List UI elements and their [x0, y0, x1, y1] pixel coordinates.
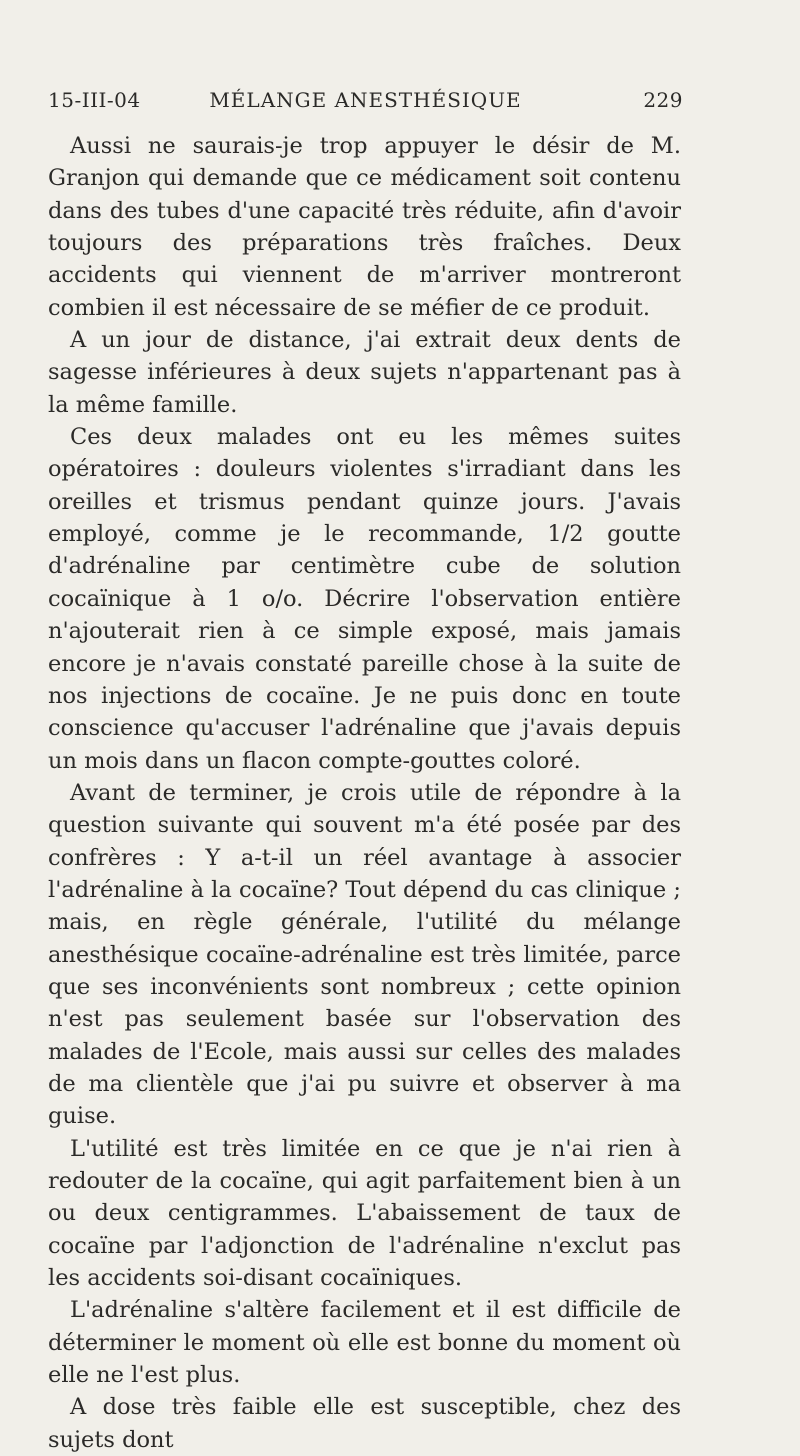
paragraph: Avant de terminer, je crois utile de répondre à la question suivante qui souvent m'a été posée par des confrères : Y a-t-il un réel avantage à associer l'adrénaline à la cocaïne? Tout dépend du cas clinique ; mais, en règle générale, l'utilité du mélange anesthésique cocaïne-adrénaline est très limitée, parce que ses inconvénients sont nombreux ; cette opinion n'est pas seulement basée sur l'observation des malades de l'Ecole, mais aussi sur celles des malades de ma clientèle que j'ai pu suivre et observer à ma guise. — [48, 779, 681, 1130]
body-text — [48, 130, 681, 1456]
header-title: MÉLANGE ANESTHÉSIQUE — [209, 88, 522, 112]
paragraph: Ces deux malades ont eu les mêmes suites opératoires : douleurs violentes s'irradiant dans les oreilles et trismus pendant quinze jours. J'avais employé, comme je le recommande, 1/2 goutte d'adrénaline par centimètre cube de solution cocaïnique à 1 o/o. Décrire l'observation entière n'ajouterait rien à ce simple exposé, mais jamais encore je n'avais constaté pareille chose à la suite de nos injections de cocaïne. Je ne puis donc en toute conscience qu'accuser l'adrénaline que j'avais depuis un mois dans un flacon compte-gouttes coloré. — [48, 424, 681, 774]
page-number: 229 — [643, 88, 683, 112]
paragraph: A un jour de distance, j'ai extrait deux dents de sagesse inférieures à deux sujets n'appartenant pas à la même famille. — [48, 327, 681, 418]
header-date: 15-III-04 — [48, 88, 141, 112]
paragraph: A dose très faible elle est susceptible, chez des sujets dont — [48, 1394, 681, 1453]
running-header — [48, 88, 683, 122]
paragraph: L'utilité est très limitée en ce que je n'ai rien à redouter de la cocaïne, qui agit parfaitement bien à un ou deux centigrammes. L'abaissement de taux de cocaïne par l'adjonction de l'adrénaline n'exclut pas les accidents soi-disant cocaïniques. — [48, 1135, 681, 1292]
paragraph: L'adrénaline s'altère facilement et il est difficile de déterminer le moment où elle est bonne du moment où elle ne l'est plus. — [48, 1297, 681, 1389]
paragraph: Aussi ne saurais-je trop appuyer le désir de M. Granjon qui demande que ce médicament soit contenu dans des tubes d'une capacité très réduite, afin d'avoir toujours des préparations très fraîches. Deux accidents qui viennent de m'arriver montreront combien il est nécessaire de se méfier de ce produit. — [48, 133, 681, 321]
